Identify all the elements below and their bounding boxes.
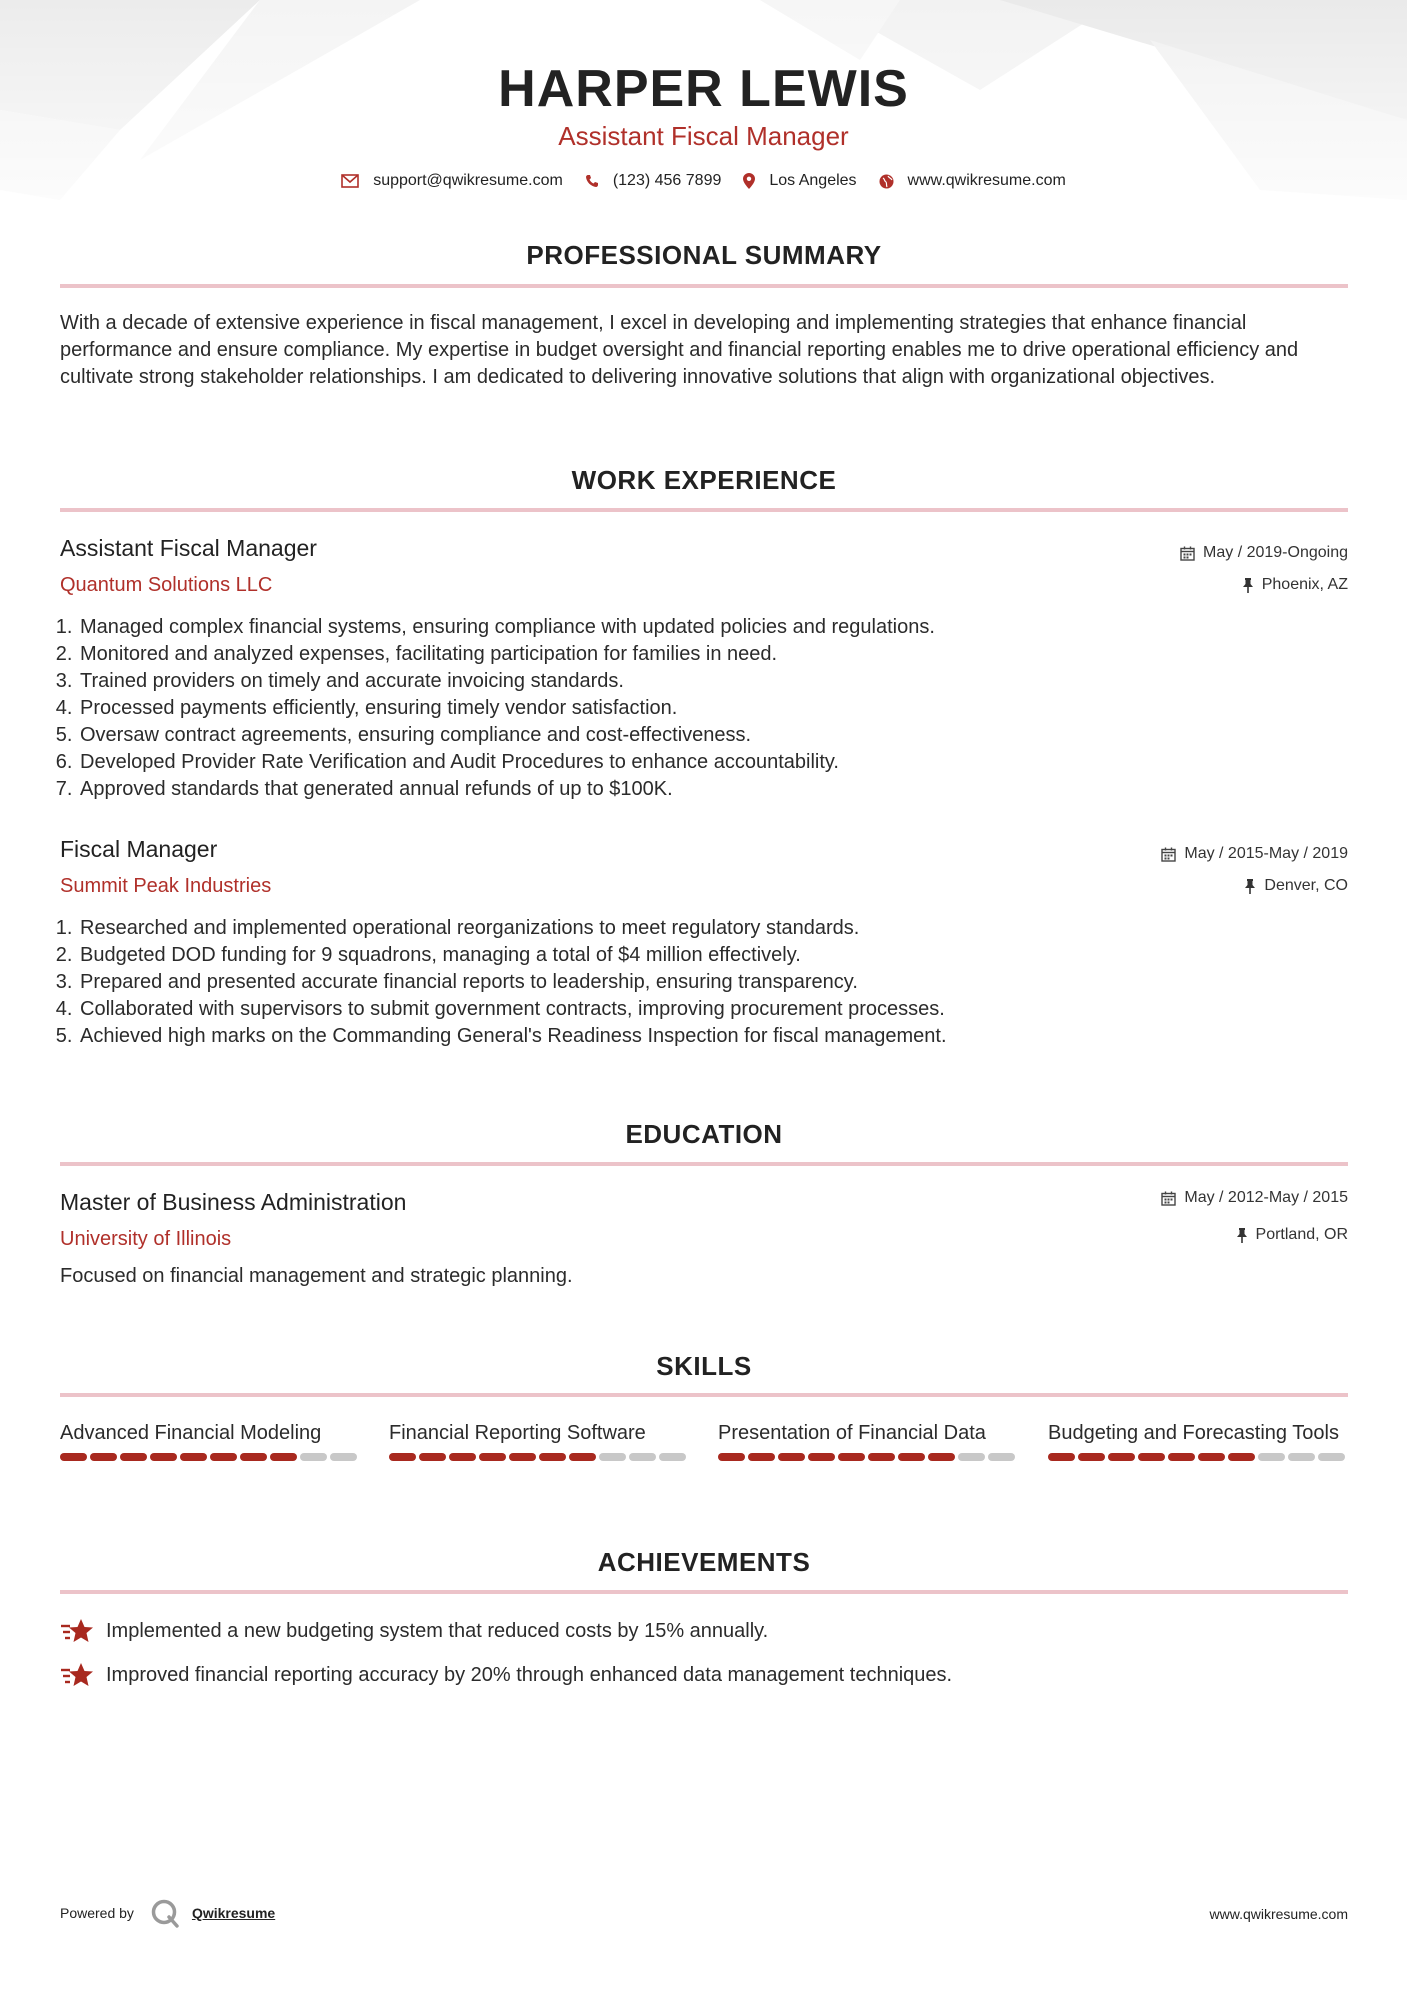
summary-divider: [60, 284, 1348, 288]
skill-segment-empty: [988, 1453, 1015, 1461]
job-dates-text: May / 2015-May / 2019: [1184, 845, 1348, 862]
skill-segment-filled: [898, 1453, 925, 1461]
education-dates-text: May / 2012-May / 2015: [1184, 1189, 1348, 1206]
website-text: www.qwikresume.com: [907, 172, 1066, 189]
skill-segment-filled: [1078, 1453, 1105, 1461]
job-location: [1242, 574, 1348, 596]
education-heading: EDUCATION: [625, 1119, 783, 1149]
job-title: Assistant Fiscal Manager: [60, 535, 317, 561]
job-bullets: [60, 915, 1366, 1050]
skill-segment-empty: [629, 1453, 656, 1461]
achievement-text: Implemented a new budgeting system that reduced costs by 15% annually.: [106, 1619, 769, 1642]
skill-segment-filled: [210, 1453, 237, 1461]
job-dates: [1161, 843, 1348, 865]
experience-divider: [60, 508, 1348, 512]
skill-segment-filled: [1048, 1453, 1075, 1461]
skill-segment-empty: [330, 1453, 357, 1461]
skill-segment-filled: [60, 1453, 87, 1461]
contact-email[interactable]: [341, 172, 563, 190]
job-location-text: Denver, CO: [1264, 877, 1348, 894]
skill-item: [1048, 1420, 1348, 1461]
job-title: Fiscal Manager: [60, 836, 218, 862]
star-icon: [60, 1617, 94, 1645]
achievement-text: Improved financial reporting accuracy by 20% through enhanced data management techniques.: [106, 1663, 953, 1686]
skill-segment-filled: [1138, 1453, 1165, 1461]
skill-segment-filled: [808, 1453, 835, 1461]
job-bullet: 4. Collaborated with supervisors to submit government contracts, improving procurement processes.: [78, 996, 1366, 1023]
skill-name: Presentation of Financial Data: [718, 1422, 986, 1444]
job-bullet: 2. Budgeted DOD funding for 9 squadrons, managing a total of $4 million effectively.: [78, 942, 1366, 969]
achievement-item: [60, 1661, 952, 1689]
skill-name: Advanced Financial Modeling: [60, 1422, 322, 1444]
achievements-heading: ACHIEVEMENTS: [597, 1547, 811, 1577]
skill-segment-filled: [539, 1453, 566, 1461]
experience-heading: WORK EXPERIENCE: [571, 465, 837, 495]
job-bullet: 3. Prepared and presented accurate financial reports to leadership, ensuring transparency.: [78, 969, 1366, 996]
skill-segment-filled: [270, 1453, 297, 1461]
skill-level-bar: [389, 1453, 689, 1461]
job-bullet: 5. Oversaw contract agreements, ensuring compliance and cost-effectiveness.: [78, 722, 1366, 749]
skill-segment-filled: [1108, 1453, 1135, 1461]
education-location-text: Portland, OR: [1255, 1226, 1348, 1243]
globe-icon: [879, 174, 894, 189]
achievement-item: [60, 1617, 768, 1645]
job-bullet: 2. Monitored and analyzed expenses, facilitating participation for families in need.: [78, 641, 1366, 668]
skill-segment-filled: [569, 1453, 596, 1461]
job-bullet: 4. Processed payments efficiently, ensuring timely vendor satisfaction.: [78, 695, 1366, 722]
skill-segment-empty: [300, 1453, 327, 1461]
skill-segment-empty: [1258, 1453, 1285, 1461]
education-school: University of Illinois: [60, 1228, 232, 1250]
skill-item: [60, 1420, 360, 1461]
job-company: Summit Peak Industries: [60, 875, 272, 897]
phone-icon: [585, 174, 599, 188]
location-text: Los Angeles: [769, 172, 857, 189]
candidate-name: HARPER LEWIS: [498, 60, 909, 118]
job-bullet: 1. Managed complex financial systems, ensuring compliance with updated policies and regulations.: [78, 614, 1366, 641]
job-location-text: Phoenix, AZ: [1261, 576, 1348, 593]
skill-segment-filled: [90, 1453, 117, 1461]
skill-segment-filled: [389, 1453, 416, 1461]
achievements-divider: [60, 1590, 1348, 1594]
skill-segment-filled: [180, 1453, 207, 1461]
skill-item: [389, 1420, 689, 1461]
job-dates-text: May / 2019-Ongoing: [1203, 544, 1348, 561]
skill-segment-filled: [419, 1453, 446, 1461]
skill-item: [718, 1420, 1018, 1461]
skill-name: Financial Reporting Software: [389, 1422, 646, 1444]
skill-segment-empty: [659, 1453, 686, 1461]
education-dates: [1161, 1187, 1348, 1209]
summary-heading: PROFESSIONAL SUMMARY: [526, 240, 882, 270]
skill-name: Budgeting and Forecasting Tools: [1048, 1422, 1339, 1444]
skill-segment-filled: [509, 1453, 536, 1461]
job-bullet: 6. Developed Provider Rate Verification and Audit Procedures to enhance accountability.: [78, 749, 1366, 776]
skill-segment-filled: [120, 1453, 147, 1461]
skill-level-bar: [1048, 1453, 1348, 1461]
pushpin-icon: [1236, 1228, 1248, 1243]
skill-segment-filled: [928, 1453, 955, 1461]
skills-divider: [60, 1393, 1348, 1397]
candidate-role: Assistant Fiscal Manager: [558, 121, 849, 151]
footer-powered-by: [60, 1898, 275, 1928]
skill-segment-filled: [838, 1453, 865, 1461]
skill-segment-filled: [1198, 1453, 1225, 1461]
education-degree: Master of Business Administration: [60, 1189, 407, 1215]
contact-phone[interactable]: [585, 172, 722, 190]
skill-segment-empty: [958, 1453, 985, 1461]
skill-level-bar: [60, 1453, 360, 1461]
map-pin-icon: [743, 173, 755, 189]
envelope-icon: [341, 174, 359, 188]
qwikresume-link[interactable]: Qwikresume: [191, 1905, 276, 1921]
contact-location: [743, 172, 856, 190]
skill-segment-filled: [1168, 1453, 1195, 1461]
calendar-icon: [1161, 847, 1176, 862]
skill-segment-filled: [718, 1453, 745, 1461]
skill-segment-empty: [1318, 1453, 1345, 1461]
skill-level-bar: [718, 1453, 1018, 1461]
skill-segment-filled: [240, 1453, 267, 1461]
qwikresume-logo-icon: [150, 1898, 180, 1928]
job-bullet: 3. Trained providers on timely and accurate invoicing standards.: [78, 668, 1366, 695]
job-bullets: [60, 614, 1366, 803]
job-bullet: 7. Approved standards that generated annual refunds of up to $100K.: [78, 776, 1366, 803]
education-divider: [60, 1162, 1348, 1166]
summary-text: With a decade of extensive experience in fiscal management, I excel in developing and implementing strategies that enhance financial performance and ensure compliance. My expertise in budget oversight and financial reporting enables me to drive operational efficiency and cultivate strong stakeholder relationships. I am dedicated to delivering innovative solutions that align with organizational objectives.: [60, 312, 1299, 388]
calendar-icon: [1161, 1191, 1176, 1206]
contact-website[interactable]: [879, 172, 1066, 190]
star-icon: [60, 1661, 94, 1689]
job-dates: [1180, 542, 1348, 564]
skill-segment-filled: [748, 1453, 775, 1461]
skill-segment-filled: [1228, 1453, 1255, 1461]
skill-segment-filled: [778, 1453, 805, 1461]
education-description: Focused on financial management and strategic planning.: [60, 1265, 573, 1287]
phone-text: (123) 456 7899: [612, 172, 722, 189]
job-bullet: 1. Researched and implemented operational reorganizations to meet regulatory standards.: [78, 915, 1366, 942]
calendar-icon: [1180, 546, 1195, 561]
education-location: [1236, 1224, 1348, 1246]
skill-segment-empty: [1288, 1453, 1315, 1461]
pushpin-icon: [1244, 879, 1256, 894]
skills-heading: SKILLS: [656, 1351, 752, 1381]
contact-bar: [0, 172, 1407, 190]
job-bullet: 5. Achieved high marks on the Commanding General's Readiness Inspection for fiscal management.: [78, 1023, 1366, 1050]
skill-segment-filled: [449, 1453, 476, 1461]
footer-website[interactable]: www.qwikresume.com: [1209, 1906, 1348, 1922]
skill-segment-empty: [599, 1453, 626, 1461]
job-location: [1244, 875, 1348, 897]
powered-by-label: Powered by: [60, 1905, 134, 1921]
job-company: Quantum Solutions LLC: [60, 574, 273, 596]
skill-segment-filled: [150, 1453, 177, 1461]
email-text: support@qwikresume.com: [373, 172, 563, 189]
skill-segment-filled: [479, 1453, 506, 1461]
pushpin-icon: [1242, 578, 1254, 593]
skill-segment-filled: [868, 1453, 895, 1461]
